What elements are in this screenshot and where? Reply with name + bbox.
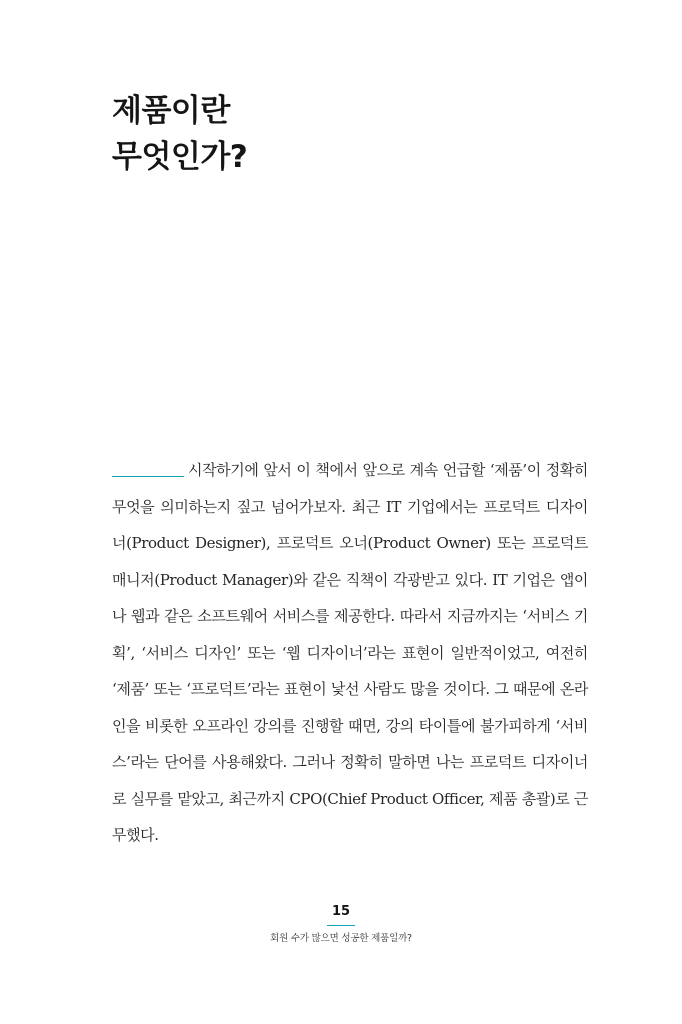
page-number-rule [327, 925, 355, 926]
chapter-title [112, 88, 582, 180]
chapter-title-line-1: 제품이란 [112, 93, 230, 129]
body-paragraph-text: 시작하기에 앞서 이 책에서 앞으로 계속 언급할 ‘제품’이 정확히 무엇을 의미하는지 짚고 넘어가보자. 최근 IT 기업에서는 프로덕트 디자이너(Product Designer), 프로덕트 오너(Product Owner) 또는 프로덕트 매니저(Product Manager)와 같은 직책이 각광받고 있다. IT 기업은 앱이나 웹과 같은 소프트웨어 서비스를 제공한다. 따라서 지금까지는 ‘서비스 기획’, ‘서비스 디자인’ 또는 ‘웹 디자이너’라는 표현이 일반적이었고, 여전히 ‘제품’ 또는 ‘프로덕트’라는 표현이 낯선 사람도 많을 것이다. 그 때문에 온라인을 비롯한 오프라인 강의를 진행할 때면, 강의 타이틀에 불가피하게 ‘서비스’라는 단어를 사용해왔다. 그러나 정확히 말하면 나는 프로덕트 디자이너로 실무를 맡았고, 최근까지 CPO(Chief Product Officer, 제품 총괄)로 근무했다. [112, 461, 588, 844]
body-paragraph [112, 452, 588, 854]
running-footer-title: 회원 수가 많으면 성공한 제품일까? [270, 933, 412, 944]
page-number: 15 [331, 904, 351, 919]
chapter-title-line-2: 무엇인가? [112, 139, 248, 175]
page-footer [0, 904, 682, 946]
